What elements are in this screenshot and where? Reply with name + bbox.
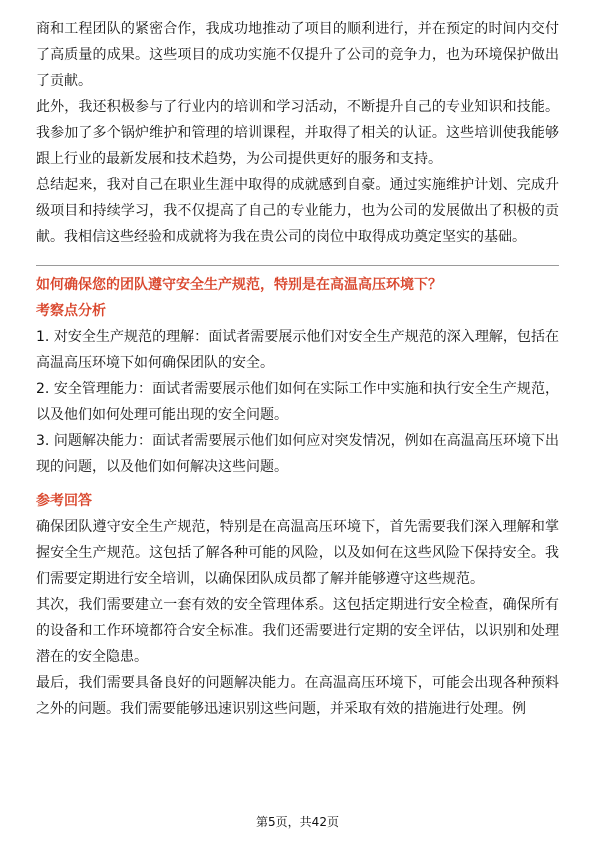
answer-paragraph: 其次，我们需要建立一套有效的安全管理体系。这包括定期进行安全检查，确保所有的设备和工作环境都符合安全标准。我们还需要进行定期的安全评估，以识别和处理潜在的安全隐患。 bbox=[36, 597, 559, 665]
answer-paragraph: 最后，我们需要具备良好的问题解决能力。在高温高压环境下，可能会出现各种预料之外的问题。我们需要能够迅速识别这些问题，并采取有效的措施进行处理。例 bbox=[36, 675, 559, 717]
analysis-item: 2. 安全管理能力：面试者需要展示他们如何在实际工作中实施和执行安全生产规范，以及他们如何处理可能出现的安全问题。 bbox=[36, 381, 559, 423]
section-divider bbox=[36, 265, 559, 266]
page-number-footer: 第5页，共42页 bbox=[256, 815, 339, 829]
intro-paragraph: 此外，我还积极参与了行业内的培训和学习活动，不断提升自己的专业知识和技能。我参加了多个锅炉维护和管理的培训课程，并取得了相关的认证。这些培训使我能够跟上行业的最新发展和技术趋势，为公司提供更好的服务和支持。 bbox=[36, 99, 559, 167]
intro-paragraph: 商和工程团队的紧密合作，我成功地推动了项目的顺利进行，并在预定的时间内交付了高质量的成果。这些项目的成功实施不仅提升了公司的竞争力，也为环境保护做出了贡献。 bbox=[36, 21, 559, 89]
spacer bbox=[36, 480, 559, 488]
analysis-item: 1. 对安全生产规范的理解：面试者需要展示他们对安全生产规范的深入理解，包括在高温高压环境下如何确保团队的安全。 bbox=[36, 329, 559, 371]
answer-paragraph: 确保团队遵守安全生产规范，特别是在高温高压环境下，首先需要我们深入理解和掌握安全生产规范。这包括了解各种可能的风险，以及如何在这些风险下保持安全。我们需要定期进行安全培训，以确保团队成员都了解并能够遵守这些规范。 bbox=[36, 519, 559, 587]
page-content bbox=[36, 16, 559, 722]
answer-heading: 参考回答 bbox=[36, 493, 92, 509]
question-heading: 如何确保您的团队遵守安全生产规范，特别是在高温高压环境下？ bbox=[36, 277, 442, 293]
analysis-item: 3. 问题解决能力：面试者需要展示他们如何应对突发情况，例如在高温高压环境下出现的问题，以及他们如何解决这些问题。 bbox=[36, 433, 559, 475]
intro-paragraph: 总结起来，我对自己在职业生涯中取得的成就感到自豪。通过实施维护计划、完成升级项目和持续学习，我不仅提高了自己的专业能力，也为公司的发展做出了积极的贡献。我相信这些经验和成就将为我在贵公司的岗位中取得成功奠定坚实的基础。 bbox=[36, 177, 559, 245]
analysis-heading: 考察点分析 bbox=[36, 303, 106, 319]
